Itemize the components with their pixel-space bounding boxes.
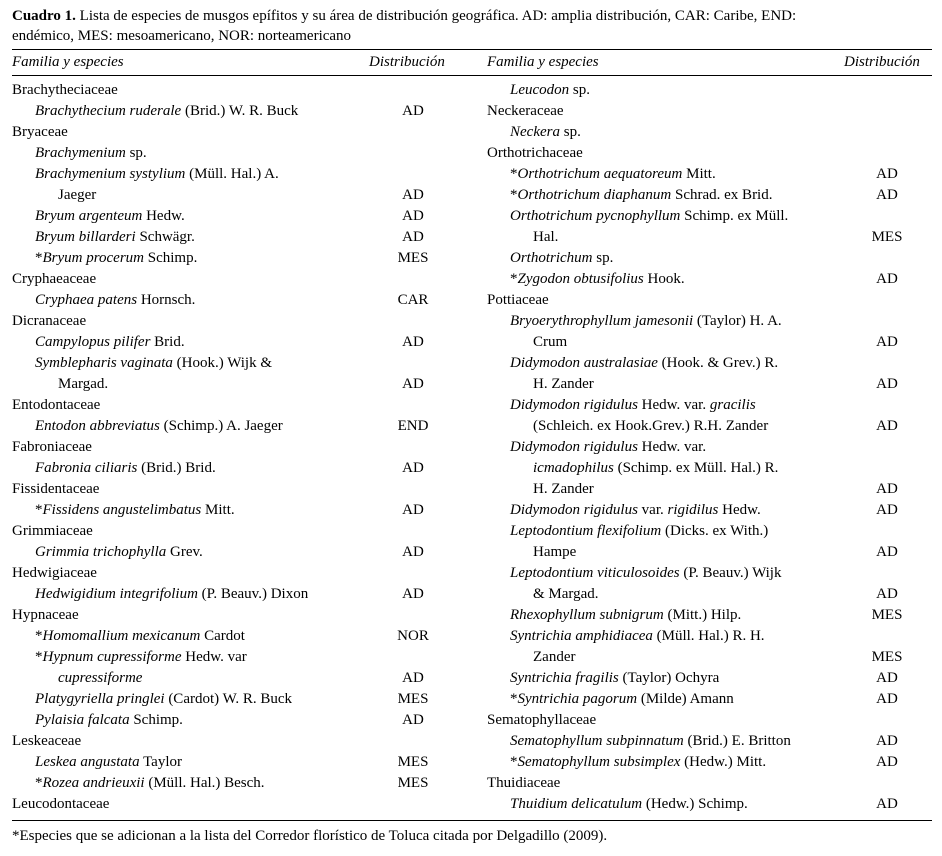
species-row [35,248,197,269]
species-row-continuation [533,227,558,248]
distribution-value: END [397,418,429,434]
header-rule [12,75,932,76]
species-author: (Brid.) Brid. [141,460,216,476]
species-name: Leskea angustata [35,754,140,770]
species-name: Bryoerythrophyllum jamesonii [510,313,694,329]
species-author: Hedw. var. [641,439,707,455]
family-name: Orthotrichaceae [487,145,583,161]
species-author: (Mitt.) Hilp. [667,607,742,623]
family-name: Fabroniaceae [12,439,92,455]
species-name: Orthotrichum aequatoreum [517,166,683,182]
species-author: Schrad. ex Brid. [675,187,773,203]
species-author: (Hook. & Grev.) R. [661,355,779,371]
species-author: (Müll. Hal.) R. H. [656,628,765,644]
new-record-marker: * [510,754,518,770]
variety-name: gracilis [709,397,756,413]
family-name: Leskeaceae [12,733,82,749]
family-row [12,437,92,458]
species-author: (Brid.) W. R. Buck [184,103,299,119]
species-author-continued: Crum [533,334,568,350]
family-name: Neckeraceae [487,103,564,119]
distribution-value: AD [876,376,898,392]
species-row [35,332,185,353]
caption-label: Cuadro 1. [12,8,76,24]
species-row [510,731,791,752]
species-name: Pylaisia falcata [35,712,130,728]
distribution-value: MES [397,250,429,266]
caption-text: Lista de especies de musgos epífitos y su área de distribución geográfica. AD: amplia distribución, CAR: Caribe, END: [79,8,797,24]
family-row [12,605,79,626]
variety-author: Hedw. [722,502,761,518]
distribution-value: CAR [397,292,429,308]
species-row [35,584,308,605]
species-name: Didymodon rigidulus [510,397,638,413]
species-author: Mitt. [686,166,716,182]
family-row [487,710,596,731]
species-author-continued: Zander [533,649,576,665]
species-author: Schwägr. [139,229,195,245]
family-name: Bryaceae [12,124,68,140]
species-author-continued: Margad. [58,376,109,392]
species-row [510,80,590,101]
species-author: Hook. [647,271,685,287]
species-author-continued: Hampe [533,544,577,560]
species-author-continued: Hal. [533,229,559,245]
distribution-value: AD [876,544,898,560]
new-record-marker: * [35,628,43,644]
header-distribution-left: Distribución [369,54,445,70]
family-row [12,395,100,416]
species-row-continuation [533,584,599,605]
species-author-continued: (Schleich. ex Hook.Grev.) R.H. Zander [533,418,769,434]
new-record-marker: * [510,166,518,182]
species-author: (Hedw.) Schimp. [645,796,748,812]
family-name: Hedwigiaceae [12,565,97,581]
species-name: Rozea andrieuxii [42,775,145,791]
family-row [12,731,81,752]
species-name: Didymodon rigidulus [510,502,638,518]
species-row [510,563,781,584]
species-author: (Schimp.) A. Jaeger [163,418,283,434]
family-name: Fissidentaceae [12,481,100,497]
species-name: Syntrichia fragilis [510,670,619,686]
species-row [510,164,716,185]
species-author: Hedw. var. [641,397,707,413]
species-name: Fissidens angustelimbatus [42,502,202,518]
family-row [487,143,583,164]
species-name: Rhexophyllum subnigrum [510,607,664,623]
new-record-marker: * [35,502,43,518]
family-name: Pottiaceae [487,292,549,308]
species-row [510,500,761,521]
species-name: Zygodon obtusifolius [517,271,644,287]
distribution-value: AD [876,166,898,182]
variety-name: icmadophilus [533,460,614,476]
distribution-value: AD [876,502,898,518]
distribution-value: AD [402,208,424,224]
species-name: Orthotrichum [510,250,593,266]
distribution-value: AD [876,754,898,770]
distribution-value: AD [402,187,424,203]
species-row-continuation [533,647,575,668]
species-name: Orthotrichum pycnophyllum [510,208,681,224]
species-row-continuation [58,668,142,689]
distribution-value: AD [876,187,898,203]
family-name: Sematophyllaceae [487,712,597,728]
species-author: Cardot [204,628,245,644]
distribution-value: MES [871,607,903,623]
species-row [510,206,788,227]
family-row [12,563,97,584]
family-name: Thuidiaceae [487,775,561,791]
species-row [35,647,247,668]
species-row [510,122,581,143]
header-family-species-right: Familia y especies [487,54,599,70]
header-distribution-right: Distribución [844,54,920,70]
footnote: *Especies que se adicionan a la lista del Corredor florístico de Toluca citada por Delgadillo (2009). [12,828,608,844]
family-row [12,521,93,542]
species-row [35,500,235,521]
top-rule [12,49,932,50]
distribution-value: AD [402,460,424,476]
species-name: Bryum procerum [42,250,145,266]
variety-name: cupressiforme [58,670,143,686]
distribution-value: AD [876,733,898,749]
species-row-continuation [533,542,576,563]
species-name: Didymodon rigidulus [510,439,638,455]
distribution-value: AD [402,229,424,245]
species-row [35,353,272,374]
distribution-value: NOR [397,628,429,644]
species-row [35,206,185,227]
species-name: Leptodontium flexifolium [510,523,662,539]
species-author: sp. [563,124,581,140]
species-row-continuation [58,374,108,395]
species-author: Mitt. [205,502,235,518]
species-author-continued: (Schimp. ex Müll. Hal.) R. [617,460,779,476]
caption-text-line2: endémico, MES: mesoamericano, NOR: norteamericano [12,28,352,44]
species-author: sp. [596,250,614,266]
species-name: Brachymenium systylium [35,166,186,182]
species-row [510,668,719,689]
species-row [35,689,292,710]
distribution-value: AD [402,586,424,602]
species-name: Entodon abbreviatus [35,418,160,434]
species-row [35,290,195,311]
distribution-value: AD [876,481,898,497]
species-row [35,101,298,122]
species-author: (Taylor) H. A. [696,313,782,329]
species-row-continuation [533,479,594,500]
distribution-value: AD [876,334,898,350]
distribution-value: AD [402,502,424,518]
distribution-value: AD [402,103,424,119]
new-record-marker: * [510,271,518,287]
species-author: Grev. [170,544,203,560]
species-name: Bryum billarderi [35,229,136,245]
species-row [35,227,195,248]
species-row [510,269,685,290]
species-name: Didymodon australasiae [510,355,658,371]
species-author: Hedw. var [185,649,247,665]
family-name: Hypnaceae [12,607,79,623]
species-author: (P. Beauv.) Dixon [201,586,309,602]
family-row [487,290,549,311]
species-name: Orthotrichum diaphanum [517,187,672,203]
distribution-value: AD [876,418,898,434]
species-row [510,311,782,332]
species-row [35,143,147,164]
header-family-species-left: Familia y especies [12,54,124,70]
species-name: Syntrichia pagorum [517,691,638,707]
species-name: Neckera [510,124,560,140]
family-row [12,794,109,815]
distribution-value: MES [397,775,429,791]
species-row [510,353,778,374]
distribution-value: AD [876,796,898,812]
species-name: Cryphaea patens [35,292,138,308]
family-name: Leucodontaceae [12,796,110,812]
bottom-rule [12,820,932,821]
species-author: Schimp. [147,250,198,266]
family-name: Cryphaeaceae [12,271,97,287]
family-row [487,101,564,122]
species-name: Fabronia ciliaris [35,460,138,476]
species-name: Thuidium delicatulum [510,796,643,812]
distribution-value: AD [876,271,898,287]
species-name: Syntrichia amphidiacea [510,628,653,644]
species-row [510,437,706,458]
variety-name: rigidilus [667,502,719,518]
family-row [487,773,560,794]
species-author: (P. Beauv.) Wijk [683,565,782,581]
species-row [35,416,283,437]
species-row [510,626,765,647]
species-author-continued: Jaeger [58,187,97,203]
distribution-value: AD [402,712,424,728]
species-name: Symblepharis vaginata [35,355,173,371]
species-author: (Dicks. ex With.) [665,523,769,539]
species-name: Grimmia trichophylla [35,544,167,560]
distribution-value: AD [876,691,898,707]
new-record-marker: * [510,691,518,707]
distribution-value: MES [871,649,903,665]
family-row [12,311,86,332]
species-name: Hypnum cupressiforme [42,649,182,665]
table-caption [12,6,932,46]
species-row [510,248,613,269]
species-author: Hedw. [146,208,185,224]
species-name: Sematophyllum subpinnatum [510,733,684,749]
species-name: Campylopus pilifer [35,334,151,350]
species-row [510,752,766,773]
species-row [35,752,182,773]
species-row [510,605,741,626]
species-author: (Brid.) E. Britton [687,733,791,749]
family-name: Dicranaceae [12,313,87,329]
species-author: Taylor [143,754,182,770]
species-name: Homomallium mexicanum [42,628,201,644]
species-name: Platygyriella pringlei [35,691,165,707]
species-author-continued: & Margad. [533,586,599,602]
species-author: (Müll. Hal.) A. [189,166,279,182]
species-name: Brachythecium ruderale [35,103,182,119]
species-author: (Taylor) Ochyra [622,670,720,686]
distribution-value: AD [402,670,424,686]
family-name: Entodontaceae [12,397,101,413]
species-row-continuation [58,185,96,206]
species-row [35,542,203,563]
distribution-value: AD [876,670,898,686]
species-author: Schimp. ex Müll. [684,208,789,224]
distribution-value: AD [402,376,424,392]
species-author-continued: H. Zander [533,376,594,392]
species-row-continuation [533,416,768,437]
species-row [35,773,265,794]
species-name: Leucodon [510,82,570,98]
new-record-marker: * [510,187,518,203]
family-name: Brachytheciaceae [12,82,118,98]
species-author: (Hook.) Wijk & [176,355,273,371]
distribution-value: MES [397,754,429,770]
distribution-value: MES [871,229,903,245]
species-row [510,185,772,206]
new-record-marker: * [35,250,43,266]
family-row [12,122,68,143]
species-row [510,395,756,416]
species-name: Sematophyllum subsimplex [517,754,681,770]
species-author: (Hedw.) Mitt. [684,754,767,770]
family-name: Grimmiaceae [12,523,93,539]
species-row [35,710,183,731]
distribution-value: AD [876,586,898,602]
species-author: Hornsch. [140,292,196,308]
species-row-continuation [533,458,778,479]
species-row [35,458,216,479]
species-name: Brachymenium [35,145,126,161]
species-author: (Müll. Hal.) Besch. [148,775,265,791]
new-record-marker: * [35,775,43,791]
distribution-value: AD [402,334,424,350]
new-record-marker: * [35,649,43,665]
species-row [35,164,279,185]
species-name: Hedwigidium integrifolium [35,586,198,602]
family-row [12,80,118,101]
distribution-value: MES [397,691,429,707]
species-author: Brid. [154,334,185,350]
species-row-continuation [533,332,567,353]
family-row [12,479,99,500]
species-author: Schimp. [133,712,183,728]
species-row [35,626,245,647]
family-row [12,269,96,290]
species-author: (Cardot) W. R. Buck [168,691,293,707]
species-row-continuation [533,374,594,395]
species-name: Bryum argenteum [35,208,143,224]
species-author: sp. [129,145,147,161]
species-row [510,794,748,815]
species-author-continued: H. Zander [533,481,594,497]
species-author: (Milde) Amann [640,691,734,707]
species-row [510,689,734,710]
species-name: Leptodontium viticulosoides [510,565,680,581]
species-author: var. [641,502,664,518]
species-author: sp. [572,82,591,98]
distribution-value: AD [402,544,424,560]
species-row [510,521,768,542]
